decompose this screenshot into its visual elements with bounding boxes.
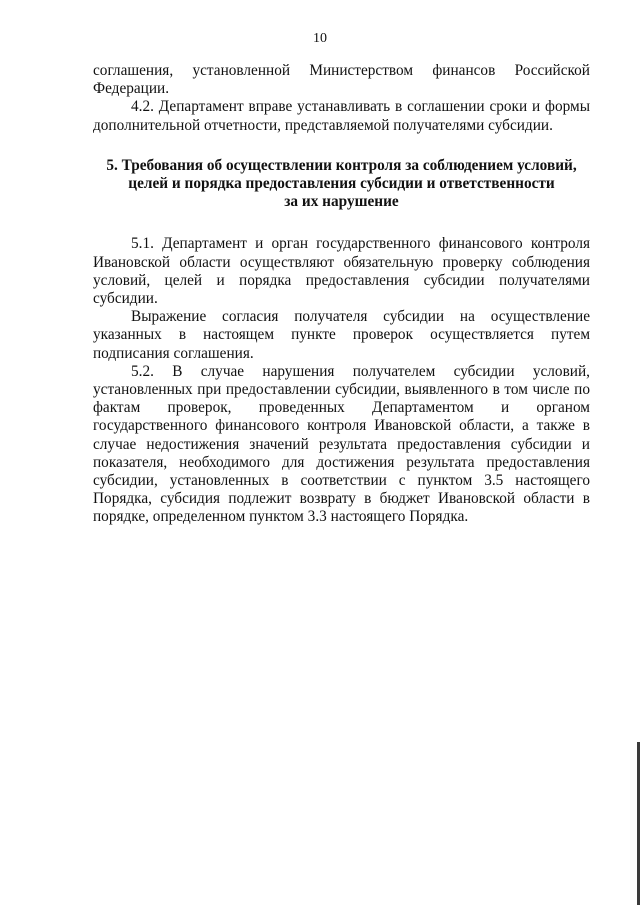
paragraph-continuation: соглашения, установленной Министерством финансов Российской Федерации. <box>93 62 590 98</box>
paragraph-consent: Выражение согласия получателя субсидии на осуществление указанных в настоящем пункте проверок осуществляется путем подписания соглашения. <box>93 308 590 362</box>
section-title-line: 5. Требования об осуществлении контроля за соблюдением условий, <box>106 156 577 174</box>
page-number: 10 <box>313 31 327 46</box>
paragraph-5-2: 5.2. В случае нарушения получателем субсидии условий, установленных при предоставлении субсидии, выявленного в том числе по фактам проверок, проведенных Департаментом и органом государственного финансового контроля Ивановской области, а также в случае недостижения значений результата предоставления субсидии и показателя, необходимого для достижения результата предоставления субсидии, установленных в соответствии с пунктом 3.5 настоящего Порядка, субсидия подлежит возврату в бюджет Ивановской области в порядке, определенном пунктом 3.3 настоящего Порядка. <box>93 362 590 526</box>
document-body <box>93 62 590 527</box>
section-5-title <box>93 157 590 212</box>
section-title-line: целей и порядка предоставления субсидии и ответственности <box>128 175 555 193</box>
section-title-line: за их нарушение <box>284 193 399 211</box>
paragraph-5-1: 5.1. Департамент и орган государственного финансового контроля Ивановской области осуществляют обязательную проверку соблюдения условий, целей и порядка предоставления субсидии получателями субсидии. <box>93 235 590 308</box>
paragraph-4-2: 4.2. Департамент вправе устанавливать в соглашении сроки и формы дополнительной отчетности, представляемой получателями субсидии. <box>93 98 590 134</box>
